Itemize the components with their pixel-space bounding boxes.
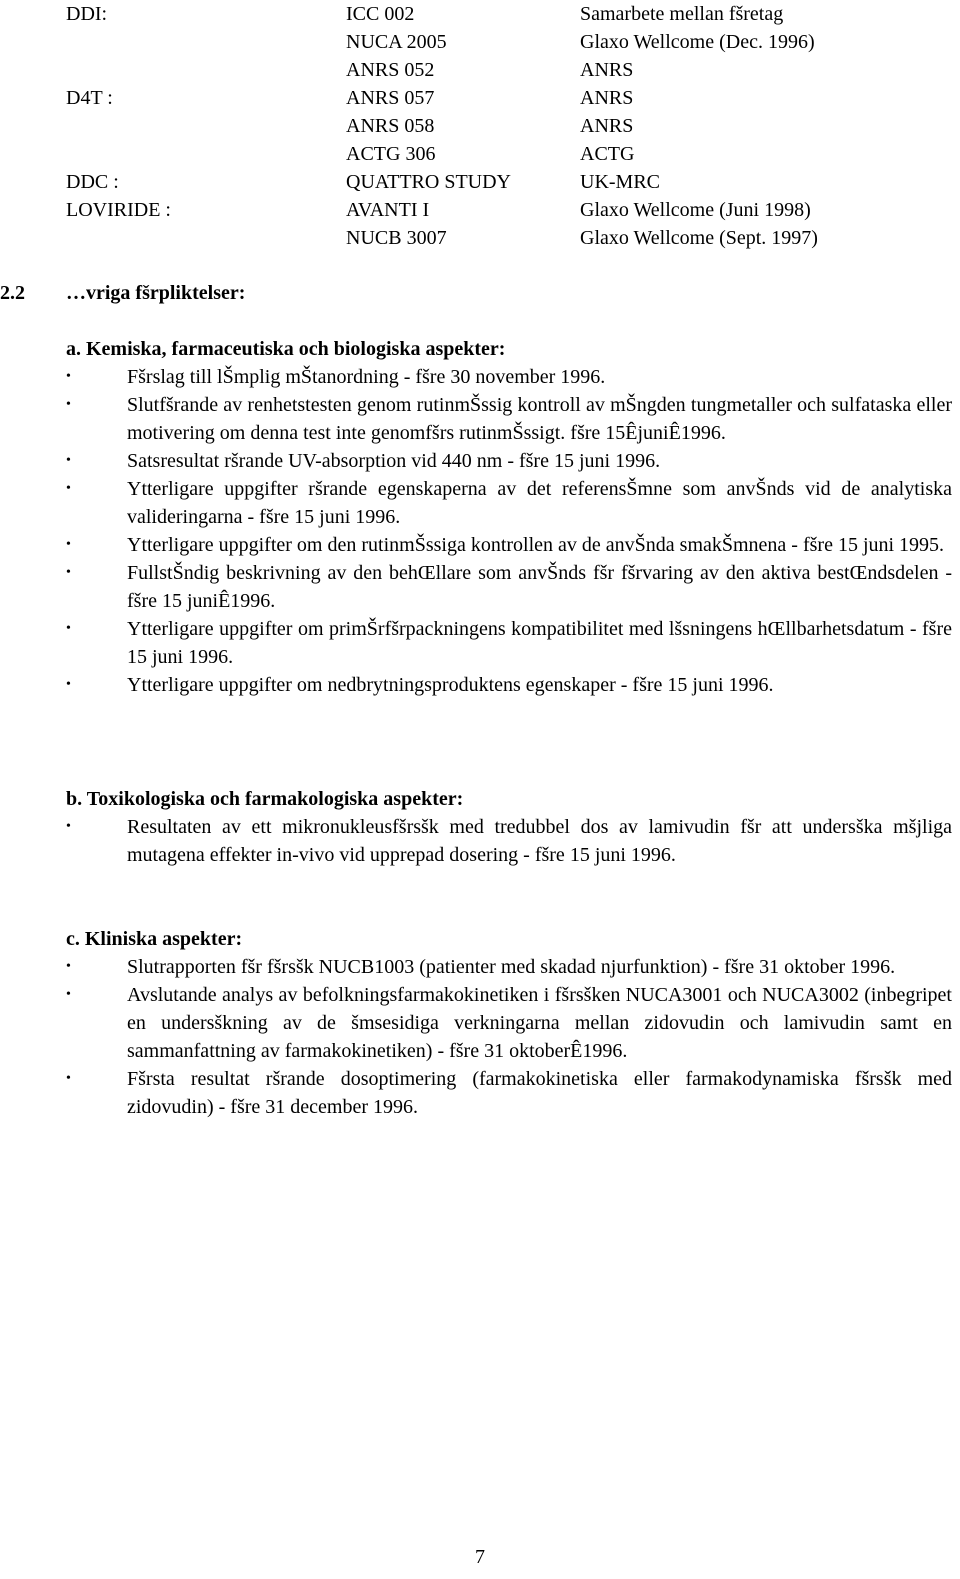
trial-study: ANRS 058 (346, 115, 435, 137)
trial-row (66, 224, 946, 252)
section-title: …vriga fšrpliktelser: (66, 282, 246, 304)
list-item-text: Ytterligare uppgifter om den rutinmŠssiga kontrollen av de anvŠnda smakŠmnena - fšre 15 juni 1995. (127, 534, 945, 556)
list-item (66, 447, 952, 475)
trial-row (66, 140, 946, 168)
list-item (66, 671, 952, 699)
subsection-a (66, 335, 952, 699)
bullet-icon: • (66, 959, 71, 974)
page-number: 7 (475, 1546, 485, 1568)
list-item (66, 531, 952, 559)
section-heading (0, 279, 245, 307)
list-item (66, 615, 952, 671)
trial-row (66, 84, 946, 112)
list-item-text: Fšrsta resultat ršrande dosoptimering (farmakokinetiska eller farmakodynamiska fšrsšk med zidovudin) - fšre 31 december 1996. (127, 1068, 952, 1118)
list-item (66, 475, 952, 531)
trial-drug: DDI: (66, 3, 108, 25)
bullet-icon: • (66, 481, 71, 496)
bullet-icon: • (66, 987, 71, 1002)
trial-sponsor: Glaxo Wellcome (Juni 1998) (580, 199, 811, 221)
trial-study: NUCA 2005 (346, 31, 447, 53)
trial-sponsor: Glaxo Wellcome (Sept. 1997) (580, 227, 818, 249)
trial-row (66, 168, 946, 196)
trial-study: ANRS 057 (346, 87, 435, 109)
list-item-text: Ytterligare uppgifter om primŠrfšrpackningens kompatibilitet med lšsningens hŒllbarhetsdatum - fšre 15 juni 1996. (127, 618, 952, 668)
list-item (66, 953, 952, 981)
list-item-text: Resultaten av ett mikronukleusfšrsšk med tredubbel dos av lamivudin fšr att undersška mšjliga mutagena effekter in-vivo vid upprepad dosering - fšre 15 juni 1996. (127, 816, 952, 866)
subsection-b (66, 785, 952, 869)
bullet-icon: • (66, 819, 71, 834)
list-item (66, 363, 952, 391)
section-number: 2.2 (0, 282, 25, 304)
bullet-list (66, 813, 952, 869)
list-item (66, 1065, 952, 1121)
bullet-list (66, 363, 952, 699)
subsection-heading: a. Kemiska, farmaceutiska och biologiska aspekter: (66, 338, 506, 360)
trial-study: AVANTI I (346, 199, 430, 221)
list-item-text: Slutrapporten fšr fšrsšk NUCB1003 (patienter med skadad njurfunktion) - fšre 31 oktober 1996. (127, 956, 896, 978)
trial-study: QUATTRO STUDY (346, 171, 511, 193)
list-item-text: Ytterligare uppgifter ršrande egenskaperna av det referensŠmne som anvŠnds vid de analytiska valideringarna - fšre 15 juni 1996. (127, 478, 952, 528)
list-item-text: Fšrslag till lŠmplig mŠtanordning - fšre 30 november 1996. (127, 366, 606, 388)
trial-study: ICC 002 (346, 3, 415, 25)
list-item-text: Satsresultat ršrande UV-absorption vid 440 nm - fšre 15 juni 1996. (127, 450, 661, 472)
subsection-c (66, 925, 952, 1121)
bullet-icon: • (66, 453, 71, 468)
list-item (66, 391, 952, 447)
bullet-icon: • (66, 1071, 71, 1086)
bullet-icon: • (66, 397, 71, 412)
trial-sponsor: ANRS (580, 87, 634, 109)
subsection-heading: c. Kliniska aspekter: (66, 928, 243, 950)
list-item-text: FullstŠndig beskrivning av den behŒllare som anvŠnds fšr fšrvaring av den aktiva bestŒndsdelen - fšre 15 juniÊ1996. (127, 562, 952, 612)
trial-drug: LOVIRIDE : (66, 199, 171, 221)
bullet-icon: • (66, 621, 71, 636)
bullet-list (66, 953, 952, 1121)
trial-row (66, 0, 946, 28)
list-item (66, 813, 952, 869)
list-item (66, 981, 952, 1065)
bullet-icon: • (66, 537, 71, 552)
trials-table (66, 0, 946, 252)
trial-study: ACTG 306 (346, 143, 436, 165)
trial-row (66, 112, 946, 140)
list-item-text: Ytterligare uppgifter om nedbrytningsproduktens egenskaper - fšre 15 juni 1996. (127, 674, 774, 696)
list-item (66, 559, 952, 615)
trial-sponsor: ACTG (580, 143, 635, 165)
subsection-heading: b. Toxikologiska och farmakologiska aspekter: (66, 788, 464, 810)
trial-study: ANRS 052 (346, 59, 435, 81)
trial-study: NUCB 3007 (346, 227, 447, 249)
trial-drug: D4T : (66, 87, 113, 109)
bullet-icon: • (66, 677, 71, 692)
bullet-icon: • (66, 565, 71, 580)
trial-drug: DDC : (66, 171, 119, 193)
trial-row (66, 196, 946, 224)
trial-row (66, 56, 946, 84)
trial-sponsor: Glaxo Wellcome (Dec. 1996) (580, 31, 815, 53)
trial-row (66, 28, 946, 56)
trial-sponsor: Samarbete mellan fšretag (580, 3, 784, 25)
trial-sponsor: ANRS (580, 115, 634, 137)
list-item-text: Avslutande analys av befolkningsfarmakokinetiken i fšrsšken NUCA3001 och NUCA3002 (inbegripet en undersškning av de šmsesidiga verkningarna mellan zidovudin och lamivudin samt en sammanfattning av farmakokinetiken) - fšre 31 oktoberÊ1996. (127, 984, 952, 1062)
list-item-text: Slutfšrande av renhetstesten genom rutinmŠssig kontroll av mŠngden tungmetaller och sulfataska eller motivering om denna test inte genomfšrs rutinmŠssigt. fšre 15ÊjuniÊ1996. (127, 394, 952, 444)
trial-sponsor: ANRS (580, 59, 634, 81)
bullet-icon: • (66, 369, 71, 384)
trial-sponsor: UK-MRC (580, 171, 661, 193)
